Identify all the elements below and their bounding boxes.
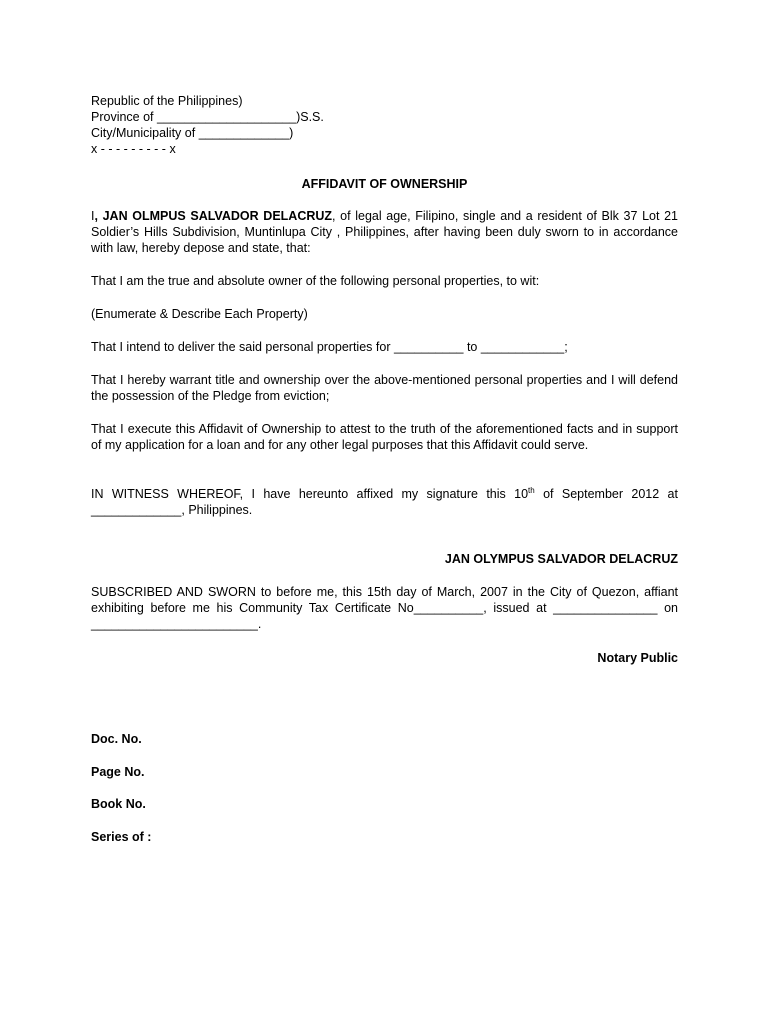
enumerate-paragraph: (Enumerate & Describe Each Property) (91, 307, 308, 321)
venue-separator: x - - - - - - - - - x (91, 142, 176, 156)
intro-paragraph: I, JAN OLMPUS SALVADOR DELACRUZ, of legal age, Filipino, single and a resident of Blk 37 Lot 21 Soldier’s Hills Subdivision, Muntinlupa City , Philippines, after having been duly sworn to in accordance with law, hereby depose and state, that: (91, 209, 678, 255)
signatory-name: JAN OLYMPUS SALVADOR DELACRUZ (444, 552, 678, 566)
affiant-name: , JAN OLMPUS SALVADOR DELACRUZ (94, 209, 333, 223)
deliver-paragraph: That I intend to deliver the said personal properties for __________ to ____________; (91, 340, 568, 354)
owner-paragraph: That I am the true and absolute owner of the following personal properties, to wit: (91, 274, 540, 288)
book-no-label: Book No. (91, 797, 146, 811)
page-no-label: Page No. (91, 765, 145, 779)
venue-city: City/Municipality of _____________) (91, 126, 294, 140)
witness-paragraph: IN WITNESS WHEREOF, I have hereunto affixed my signature this 10th of September 2012 at _____________, Philippines. (91, 485, 678, 517)
venue-province: Province of ____________________)S.S. (91, 110, 324, 124)
doc-no-label: Doc. No. (91, 732, 142, 746)
subscribed-paragraph: SUBSCRIBED AND SWORN to before me, this 15th day of March, 2007 in the City of Quezon, affiant exhibiting before me his Community Tax Certificate No__________, issued at _______________ on ________________________. (91, 585, 678, 631)
venue-republic: Republic of the Philippines) (91, 94, 243, 108)
warrant-paragraph: That I hereby warrant title and ownership over the above-mentioned personal properties and I will defend the possession of the Pledge from eviction; (91, 373, 678, 403)
document-title: AFFIDAVIT OF OWNERSHIP (301, 177, 468, 191)
notary-public: Notary Public (597, 651, 678, 665)
venue-block (91, 93, 678, 157)
execute-paragraph: That I execute this Affidavit of Ownership to attest to the truth of the aforementioned facts and in support of my application for a loan and for any other legal purposes that this Affidavit could serve. (91, 422, 678, 452)
series-of-label: Series of : (91, 830, 152, 844)
